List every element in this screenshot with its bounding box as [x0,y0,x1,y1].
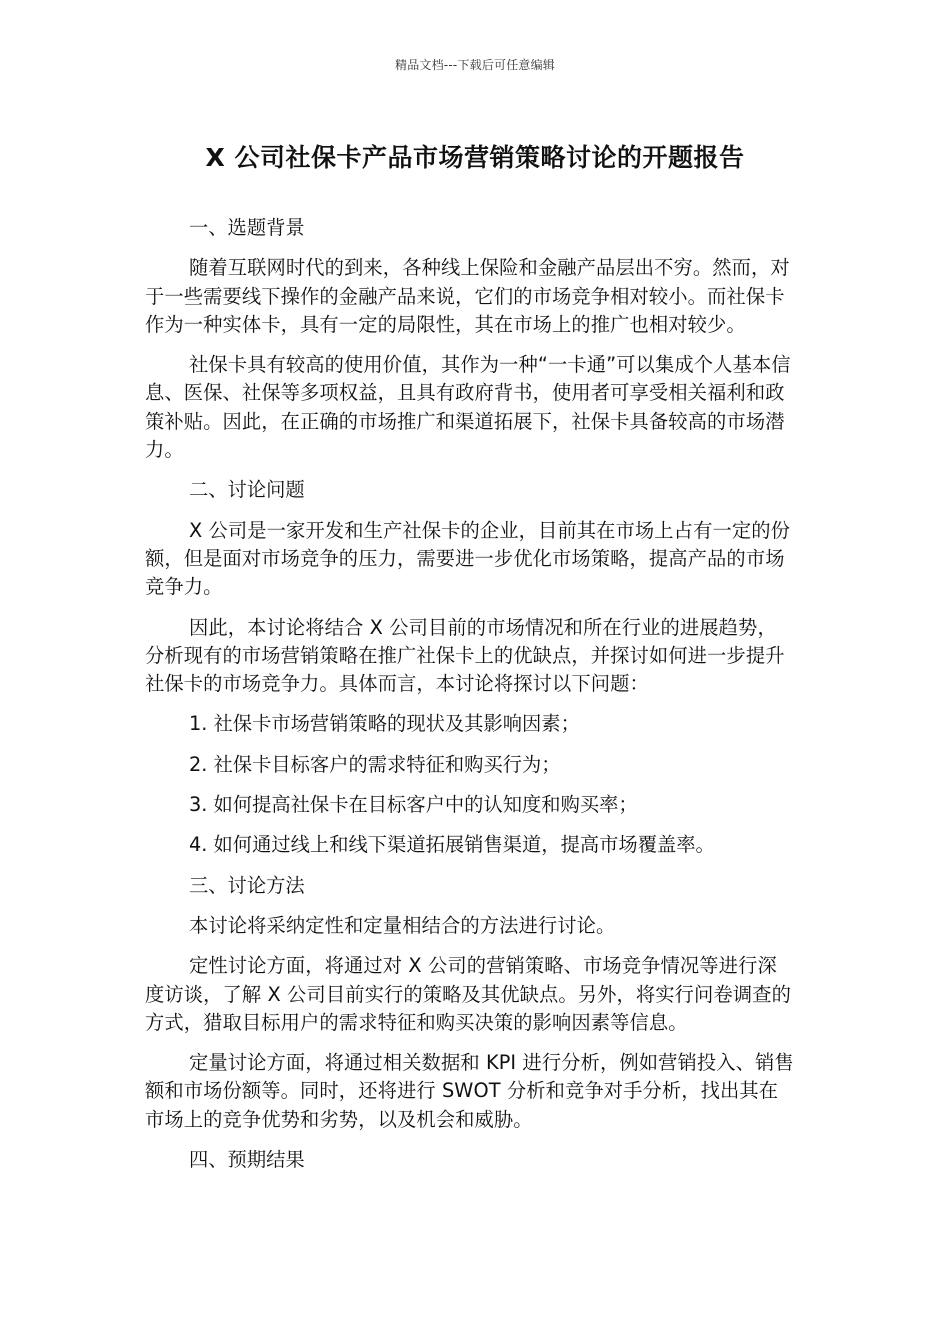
paragraph: 社保卡具有较高的使用价值，其作为一种“一卡通”可以集成个人基本信息、医保、社保等多项权益，且具有政府背书，使用者可享受相关福利和政策补贴。因此，在正确的市场推广和渠道拓展下，社保卡具备较高的市场潜力。 [145,353,791,462]
document-title: X 公司社保卡产品市场营销策略讨论的开题报告 [205,143,745,172]
paragraph: X 公司是一家开发和生产社保卡的企业，目前其在市场上占有一定的份额，但是面对市场竞争的压力，需要进一步优化市场策略，提高产品的市场竞争力。 [145,518,790,599]
header-note: 精品文档---下载后可任意编辑 [395,58,555,72]
paragraph: 本讨论将采纳定性和定量相结合的方法进行讨论。 [189,913,616,937]
paragraph: 定性讨论方面，将通过对 X 公司的营销策略、市场竞争情况等进行深度访谈，了解 X 公司目前实行的策略及其优缺点。另外，将实行问卷调查的方式，猎取目标用户的需求特征和购买决策的影响因素等信息。 [145,954,791,1034]
paragraph: 因此，本讨论将结合 X 公司目前的市场情况和所在行业的进展趋势，分析现有的市场营销策略在推广社保卡上的优缺点，并探讨如何进一步提升社保卡的市场竞争力。具体而言，本讨论将探讨以下问题： [145,615,785,696]
paragraph: 随着互联网时代的到来，各种线上保险和金融产品层出不穷。然而，对于一些需要线下操作的金融产品来说，它们的市场竞争相对较小。而社保卡作为一种实体卡，具有一定的局限性，其在市场上的推广也相对较少。 [145,256,790,336]
section-heading-expected-results: 四、预期结果 [189,1148,305,1172]
document-body [145,214,795,1186]
section-heading-methods: 三、讨论方法 [189,873,305,897]
section-heading-background: 一、选题背景 [189,216,305,239]
list-item: 3. 如何提高社保卡在目标客户中的认知度和购买率； [189,793,638,817]
list-item: 4. 如何通过线上和线下渠道拓展销售渠道，提高市场覆盖率。 [189,833,715,857]
paragraph: 定量讨论方面，将通过相关数据和 KPI 进行分析，例如营销投入、销售额和市场份额等。同时，还将进行 SWOT 分析和竞争对手分析，找出其在市场上的竞争优势和劣势，以及机会和威胁。 [145,1051,794,1131]
list-item: 1. 社保卡市场营销策略的现状及其影响因素； [189,712,580,736]
section-heading-questions: 二、讨论问题 [189,478,305,502]
list-item: 2. 社保卡目标客户的需求特征和购买行为； [189,752,561,776]
